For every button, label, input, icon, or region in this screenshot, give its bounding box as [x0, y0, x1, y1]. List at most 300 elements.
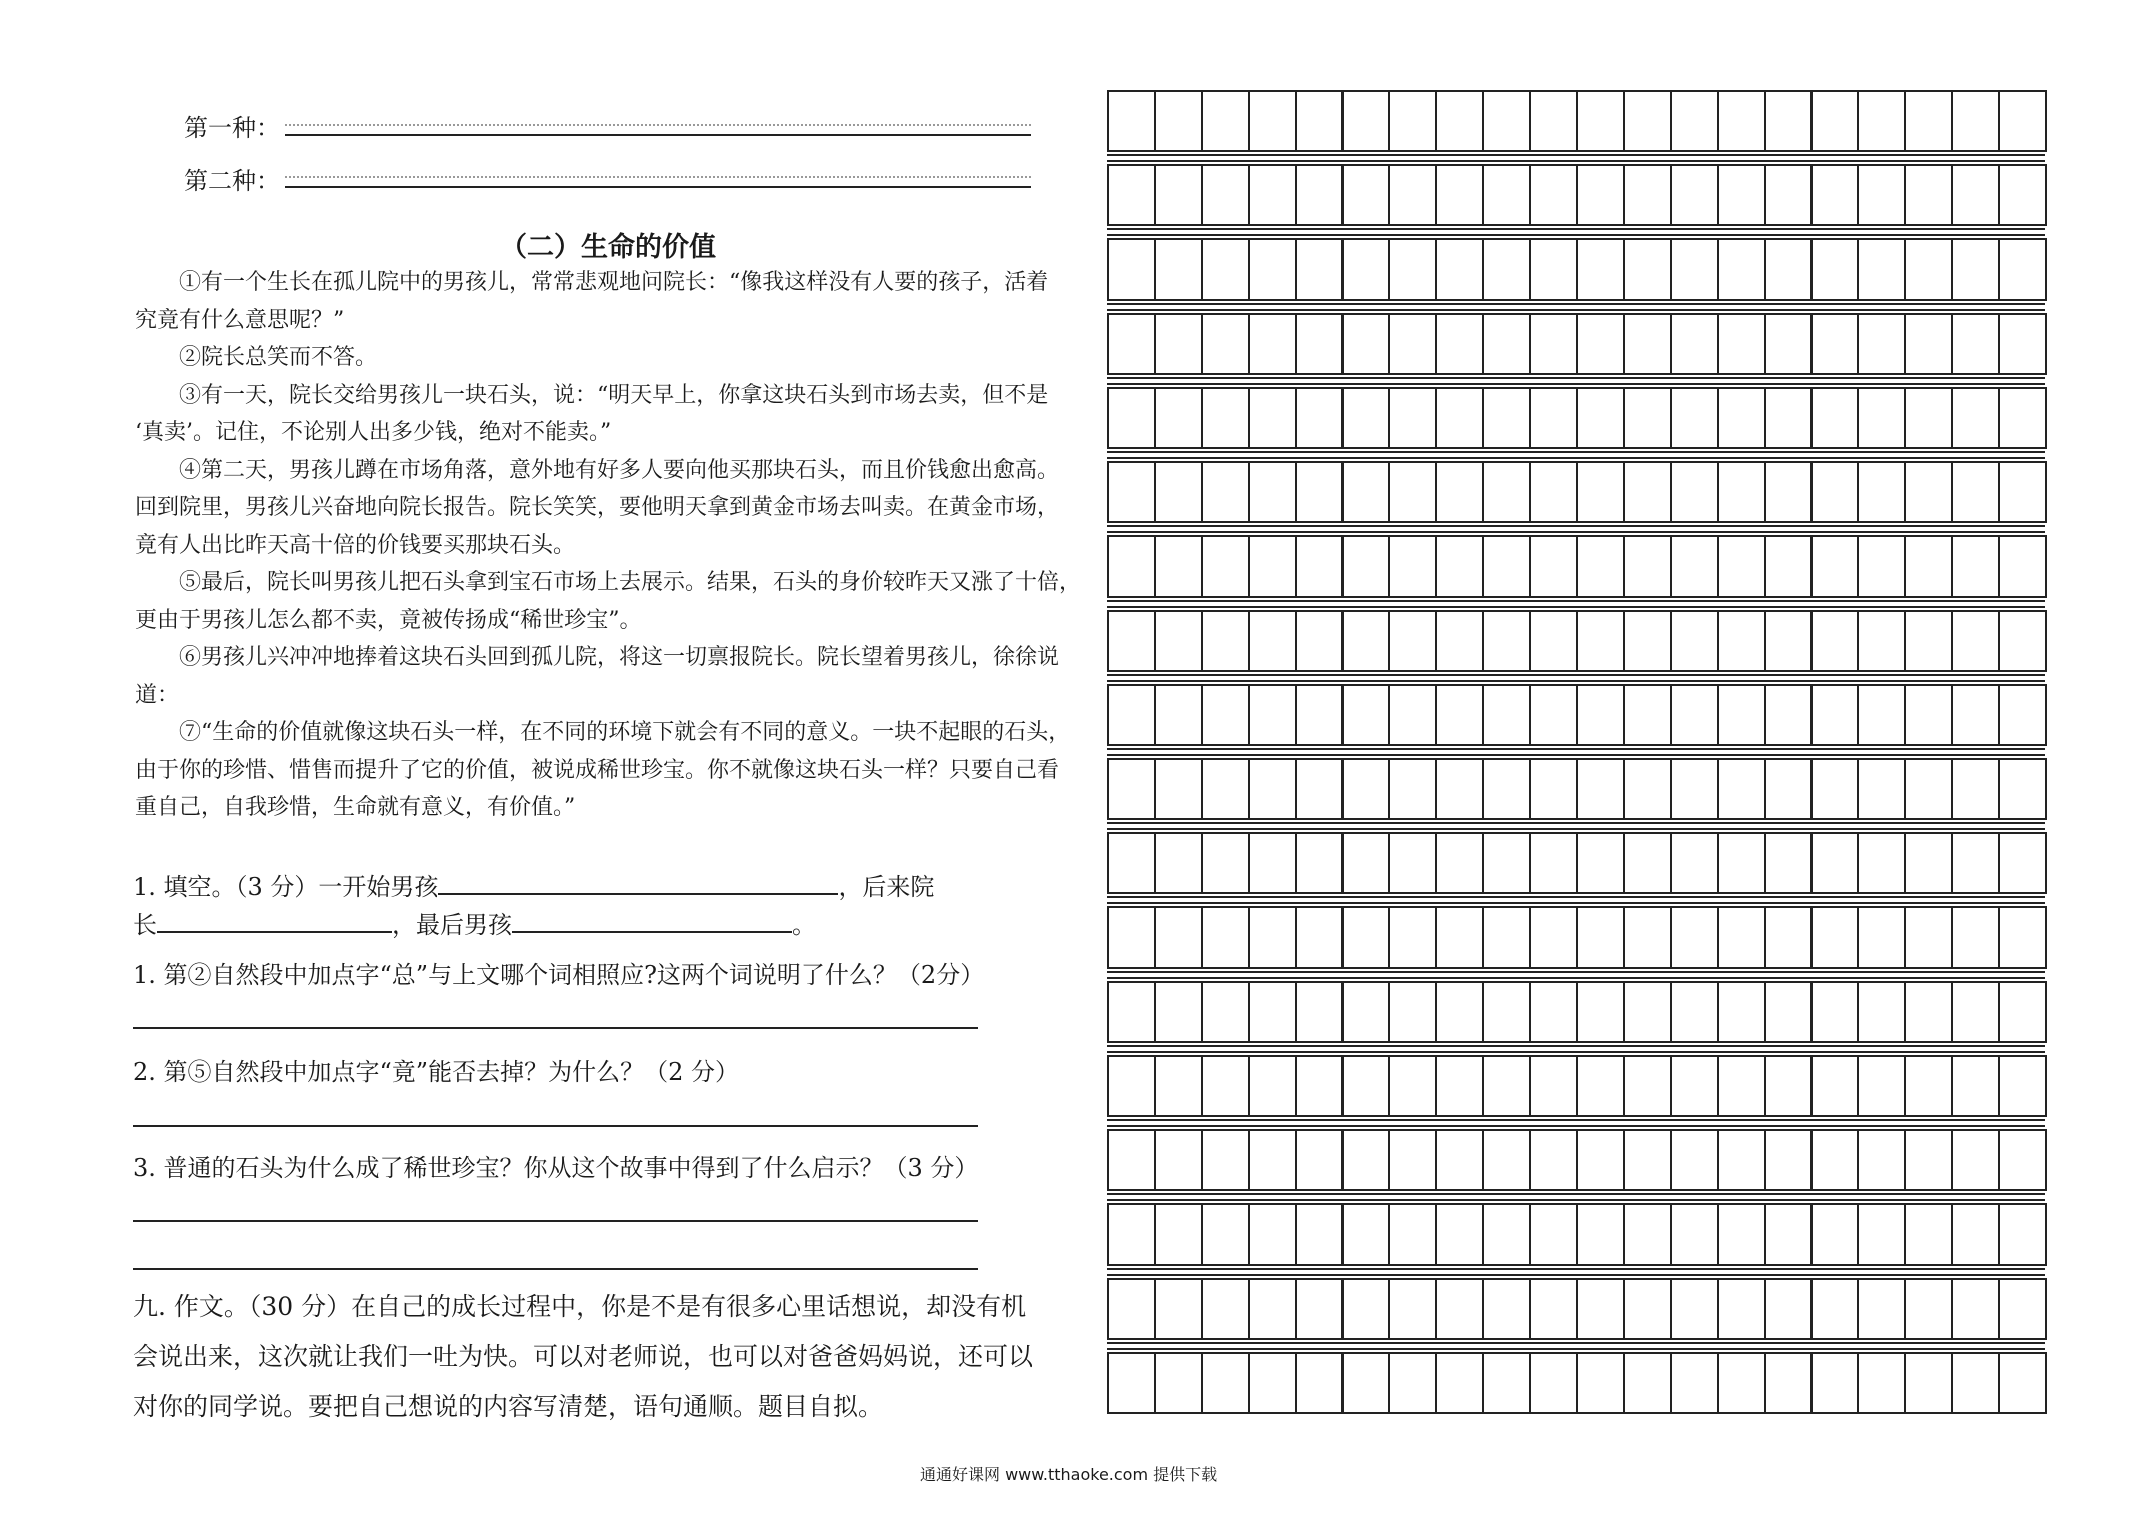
grid-cell[interactable] — [1342, 758, 1391, 820]
grid-cell[interactable] — [1857, 1129, 1906, 1191]
grid-cell[interactable] — [1576, 1055, 1625, 1117]
grid-cell[interactable] — [1529, 461, 1578, 523]
grid-cell[interactable] — [1951, 610, 2000, 672]
grid-cell[interactable] — [1248, 1055, 1297, 1117]
grid-cell[interactable] — [1435, 1203, 1484, 1265]
grid-cell[interactable] — [1764, 758, 1813, 820]
grid-cell[interactable] — [1951, 1055, 2000, 1117]
grid-cell[interactable] — [1107, 1203, 1156, 1265]
grid-cell[interactable] — [1764, 1129, 1813, 1191]
grid-cell[interactable] — [1998, 1278, 2047, 1340]
grid-cell[interactable] — [1951, 981, 2000, 1043]
grid-cell[interactable] — [1248, 535, 1297, 597]
grid-cell[interactable] — [1764, 535, 1813, 597]
grid-cell[interactable] — [1154, 758, 1203, 820]
grid-cell[interactable] — [1107, 684, 1156, 746]
grid-cell[interactable] — [1951, 238, 2000, 300]
grid-cell[interactable] — [1717, 1352, 1766, 1414]
grid-cell[interactable] — [1717, 832, 1766, 894]
grid-cell[interactable] — [1717, 1055, 1766, 1117]
grid-cell[interactable] — [1717, 90, 1766, 152]
grid-cell[interactable] — [1201, 981, 1250, 1043]
grid-cell[interactable] — [1998, 1352, 2047, 1414]
grid-cell[interactable] — [1717, 238, 1766, 300]
grid-cell[interactable] — [1764, 1055, 1813, 1117]
grid-cell[interactable] — [1623, 1203, 1672, 1265]
grid-cell[interactable] — [1951, 684, 2000, 746]
grid-cell[interactable] — [1201, 1203, 1250, 1265]
grid-cell[interactable] — [1482, 684, 1531, 746]
grid-cell[interactable] — [1435, 610, 1484, 672]
grid-cell[interactable] — [1623, 684, 1672, 746]
grid-cell[interactable] — [1248, 238, 1297, 300]
grid-cell[interactable] — [1154, 461, 1203, 523]
grid-cell[interactable] — [1248, 164, 1297, 226]
grid-cell[interactable] — [1342, 684, 1391, 746]
grid-cell[interactable] — [1670, 906, 1719, 968]
grid-cell[interactable] — [1623, 1352, 1672, 1414]
grid-cell[interactable] — [1951, 832, 2000, 894]
grid-cell[interactable] — [1107, 387, 1156, 449]
grid-cell[interactable] — [1201, 1278, 1250, 1340]
grid-cell[interactable] — [1623, 164, 1672, 226]
grid-cell[interactable] — [1388, 981, 1437, 1043]
grid-cell[interactable] — [1764, 164, 1813, 226]
grid-cell[interactable] — [1529, 1278, 1578, 1340]
grid-cell[interactable] — [1670, 313, 1719, 375]
grid-cell[interactable] — [1717, 684, 1766, 746]
grid-cell[interactable] — [1811, 1055, 1860, 1117]
grid-cell[interactable] — [1670, 758, 1719, 820]
grid-cell[interactable] — [1529, 1203, 1578, 1265]
grid-cell[interactable] — [1529, 387, 1578, 449]
grid-cell[interactable] — [1435, 461, 1484, 523]
grid-cell[interactable] — [1529, 1055, 1578, 1117]
grid-cell[interactable] — [1342, 1055, 1391, 1117]
grid-cell[interactable] — [1904, 610, 1953, 672]
grid-cell[interactable] — [1201, 535, 1250, 597]
grid-cell[interactable] — [1857, 684, 1906, 746]
grid-cell[interactable] — [1154, 313, 1203, 375]
grid-cell[interactable] — [1529, 1129, 1578, 1191]
grid-cell[interactable] — [1951, 1352, 2000, 1414]
grid-cell[interactable] — [1717, 1278, 1766, 1340]
grid-cell[interactable] — [1670, 610, 1719, 672]
grid-cell[interactable] — [1904, 1203, 1953, 1265]
grid-cell[interactable] — [1670, 535, 1719, 597]
grid-cell[interactable] — [1717, 164, 1766, 226]
grid-cell[interactable] — [1342, 1203, 1391, 1265]
grid-cell[interactable] — [1857, 90, 1906, 152]
grid-cell[interactable] — [1482, 1352, 1531, 1414]
grid-cell[interactable] — [1998, 164, 2047, 226]
grid-cell[interactable] — [1388, 832, 1437, 894]
grid-cell[interactable] — [1529, 238, 1578, 300]
grid-cell[interactable] — [1670, 832, 1719, 894]
grid-cell[interactable] — [1623, 758, 1672, 820]
grid-cell[interactable] — [1904, 164, 1953, 226]
grid-cell[interactable] — [1154, 684, 1203, 746]
grid-cell[interactable] — [1107, 164, 1156, 226]
grid-cell[interactable] — [1295, 1055, 1344, 1117]
grid-cell[interactable] — [1529, 535, 1578, 597]
grid-cell[interactable] — [1201, 1129, 1250, 1191]
grid-cell[interactable] — [1717, 387, 1766, 449]
grid-cell[interactable] — [1107, 981, 1156, 1043]
grid-cell[interactable] — [1811, 535, 1860, 597]
grid-cell[interactable] — [1576, 387, 1625, 449]
grid-cell[interactable] — [1623, 1129, 1672, 1191]
grid-cell[interactable] — [1717, 906, 1766, 968]
grid-cell[interactable] — [1154, 238, 1203, 300]
grid-cell[interactable] — [1388, 164, 1437, 226]
grid-cell[interactable] — [1529, 758, 1578, 820]
grid-cell[interactable] — [1904, 981, 1953, 1043]
grid-cell[interactable] — [1482, 1203, 1531, 1265]
grid-cell[interactable] — [1201, 238, 1250, 300]
grid-cell[interactable] — [1811, 906, 1860, 968]
grid-cell[interactable] — [1248, 1129, 1297, 1191]
grid-cell[interactable] — [1764, 906, 1813, 968]
grid-cell[interactable] — [1670, 1203, 1719, 1265]
grid-cell[interactable] — [1951, 906, 2000, 968]
grid-cell[interactable] — [1857, 1352, 1906, 1414]
grid-cell[interactable] — [1201, 313, 1250, 375]
grid-cell[interactable] — [1342, 1278, 1391, 1340]
grid-cell[interactable] — [1482, 90, 1531, 152]
grid-cell[interactable] — [1670, 461, 1719, 523]
grid-cell[interactable] — [1576, 1203, 1625, 1265]
grid-cell[interactable] — [1388, 1203, 1437, 1265]
grid-cell[interactable] — [1576, 832, 1625, 894]
grid-cell[interactable] — [1904, 387, 1953, 449]
grid-cell[interactable] — [1998, 684, 2047, 746]
grid-cell[interactable] — [1388, 1129, 1437, 1191]
grid-cell[interactable] — [1998, 981, 2047, 1043]
grid-cell[interactable] — [1388, 1278, 1437, 1340]
grid-cell[interactable] — [1998, 832, 2047, 894]
grid-cell[interactable] — [1576, 981, 1625, 1043]
grid-cell[interactable] — [1201, 461, 1250, 523]
grid-cell[interactable] — [1576, 758, 1625, 820]
grid-cell[interactable] — [1623, 832, 1672, 894]
grid-cell[interactable] — [1435, 313, 1484, 375]
grid-cell[interactable] — [1248, 313, 1297, 375]
grid-cell[interactable] — [1154, 906, 1203, 968]
grid-cell[interactable] — [1201, 387, 1250, 449]
grid-cell[interactable] — [1388, 238, 1437, 300]
grid-cell[interactable] — [1342, 535, 1391, 597]
grid-cell[interactable] — [1998, 90, 2047, 152]
grid-cell[interactable] — [1904, 1055, 1953, 1117]
fill-blank-3[interactable] — [512, 909, 792, 933]
grid-cell[interactable] — [1388, 387, 1437, 449]
grid-cell[interactable] — [1529, 164, 1578, 226]
grid-cell[interactable] — [1904, 1278, 1953, 1340]
grid-cell[interactable] — [1764, 1203, 1813, 1265]
grid-cell[interactable] — [1904, 1352, 1953, 1414]
grid-cell[interactable] — [1529, 610, 1578, 672]
grid-cell[interactable] — [1342, 1129, 1391, 1191]
grid-cell[interactable] — [1295, 1129, 1344, 1191]
grid-cell[interactable] — [1717, 535, 1766, 597]
grid-cell[interactable] — [1342, 981, 1391, 1043]
grid-cell[interactable] — [1623, 610, 1672, 672]
grid-cell[interactable] — [1857, 1278, 1906, 1340]
grid-cell[interactable] — [1857, 832, 1906, 894]
grid-cell[interactable] — [1435, 1352, 1484, 1414]
grid-cell[interactable] — [1576, 238, 1625, 300]
grid-cell[interactable] — [1529, 684, 1578, 746]
grid-cell[interactable] — [1248, 1352, 1297, 1414]
grid-cell[interactable] — [1201, 90, 1250, 152]
grid-cell[interactable] — [1623, 1278, 1672, 1340]
grid-cell[interactable] — [1201, 1352, 1250, 1414]
answer-line-3b[interactable] — [133, 1268, 978, 1270]
grid-cell[interactable] — [1248, 90, 1297, 152]
grid-cell[interactable] — [1951, 535, 2000, 597]
grid-cell[interactable] — [1107, 90, 1156, 152]
grid-cell[interactable] — [1342, 461, 1391, 523]
grid-cell[interactable] — [1154, 1352, 1203, 1414]
grid-cell[interactable] — [1107, 461, 1156, 523]
grid-cell[interactable] — [1951, 1278, 2000, 1340]
fill-blank-1[interactable] — [438, 871, 838, 895]
grid-cell[interactable] — [1295, 1278, 1344, 1340]
grid-cell[interactable] — [1857, 535, 1906, 597]
grid-cell[interactable] — [1576, 313, 1625, 375]
grid-cell[interactable] — [1388, 535, 1437, 597]
grid-cell[interactable] — [1811, 981, 1860, 1043]
grid-cell[interactable] — [1670, 1278, 1719, 1340]
grid-cell[interactable] — [1904, 758, 1953, 820]
grid-cell[interactable] — [1201, 758, 1250, 820]
grid-cell[interactable] — [1107, 906, 1156, 968]
grid-cell[interactable] — [1998, 758, 2047, 820]
grid-cell[interactable] — [1388, 684, 1437, 746]
grid-cell[interactable] — [1904, 313, 1953, 375]
grid-cell[interactable] — [1295, 1352, 1344, 1414]
grid-cell[interactable] — [1154, 1055, 1203, 1117]
grid-cell[interactable] — [1435, 90, 1484, 152]
grid-cell[interactable] — [1998, 906, 2047, 968]
grid-cell[interactable] — [1248, 1203, 1297, 1265]
grid-cell[interactable] — [1670, 238, 1719, 300]
grid-cell[interactable] — [1904, 832, 1953, 894]
grid-cell[interactable] — [1201, 832, 1250, 894]
grid-cell[interactable] — [1482, 164, 1531, 226]
grid-cell[interactable] — [1435, 164, 1484, 226]
grid-cell[interactable] — [1482, 610, 1531, 672]
grid-cell[interactable] — [1670, 1055, 1719, 1117]
answer-line-1[interactable] — [133, 1027, 978, 1029]
grid-cell[interactable] — [1576, 90, 1625, 152]
grid-cell[interactable] — [1623, 1055, 1672, 1117]
grid-cell[interactable] — [1154, 1129, 1203, 1191]
grid-cell[interactable] — [1435, 1129, 1484, 1191]
grid-cell[interactable] — [1482, 1278, 1531, 1340]
second-field-line[interactable] — [285, 186, 1031, 188]
grid-cell[interactable] — [1998, 387, 2047, 449]
grid-cell[interactable] — [1670, 981, 1719, 1043]
grid-cell[interactable] — [1717, 1203, 1766, 1265]
grid-cell[interactable] — [1623, 981, 1672, 1043]
grid-cell[interactable] — [1529, 313, 1578, 375]
grid-cell[interactable] — [1998, 461, 2047, 523]
grid-cell[interactable] — [1670, 684, 1719, 746]
first-field-line[interactable] — [285, 134, 1031, 136]
grid-cell[interactable] — [1623, 387, 1672, 449]
grid-cell[interactable] — [1904, 238, 1953, 300]
grid-cell[interactable] — [1107, 1055, 1156, 1117]
grid-cell[interactable] — [1811, 610, 1860, 672]
grid-cell[interactable] — [1295, 313, 1344, 375]
grid-cell[interactable] — [1435, 238, 1484, 300]
grid-cell[interactable] — [1295, 461, 1344, 523]
grid-cell[interactable] — [1951, 461, 2000, 523]
grid-cell[interactable] — [1811, 238, 1860, 300]
grid-cell[interactable] — [1295, 684, 1344, 746]
grid-cell[interactable] — [1670, 1352, 1719, 1414]
grid-cell[interactable] — [1811, 758, 1860, 820]
grid-cell[interactable] — [1857, 313, 1906, 375]
grid-cell[interactable] — [1764, 1352, 1813, 1414]
grid-cell[interactable] — [1670, 90, 1719, 152]
grid-cell[interactable] — [1295, 535, 1344, 597]
grid-cell[interactable] — [1482, 387, 1531, 449]
grid-cell[interactable] — [1107, 610, 1156, 672]
grid-cell[interactable] — [1998, 1203, 2047, 1265]
grid-cell[interactable] — [1811, 164, 1860, 226]
grid-cell[interactable] — [1951, 1203, 2000, 1265]
grid-cell[interactable] — [1951, 758, 2000, 820]
grid-cell[interactable] — [1623, 90, 1672, 152]
grid-cell[interactable] — [1998, 1129, 2047, 1191]
grid-cell[interactable] — [1342, 387, 1391, 449]
grid-cell[interactable] — [1154, 610, 1203, 672]
grid-cell[interactable] — [1154, 981, 1203, 1043]
grid-cell[interactable] — [1764, 832, 1813, 894]
grid-cell[interactable] — [1248, 684, 1297, 746]
grid-cell[interactable] — [1998, 610, 2047, 672]
grid-cell[interactable] — [1482, 535, 1531, 597]
grid-cell[interactable] — [1435, 1055, 1484, 1117]
fill-blank-2[interactable] — [157, 909, 392, 933]
grid-cell[interactable] — [1857, 610, 1906, 672]
grid-cell[interactable] — [1435, 758, 1484, 820]
grid-cell[interactable] — [1435, 981, 1484, 1043]
grid-cell[interactable] — [1342, 238, 1391, 300]
grid-cell[interactable] — [1811, 387, 1860, 449]
grid-cell[interactable] — [1670, 164, 1719, 226]
grid-cell[interactable] — [1388, 758, 1437, 820]
grid-cell[interactable] — [1154, 387, 1203, 449]
grid-cell[interactable] — [1342, 164, 1391, 226]
grid-cell[interactable] — [1811, 1129, 1860, 1191]
grid-cell[interactable] — [1764, 610, 1813, 672]
grid-cell[interactable] — [1342, 832, 1391, 894]
grid-cell[interactable] — [1529, 90, 1578, 152]
grid-cell[interactable] — [1482, 906, 1531, 968]
grid-cell[interactable] — [1623, 461, 1672, 523]
grid-cell[interactable] — [1342, 610, 1391, 672]
grid-cell[interactable] — [1435, 535, 1484, 597]
grid-cell[interactable] — [1904, 535, 1953, 597]
grid-cell[interactable] — [1435, 906, 1484, 968]
grid-cell[interactable] — [1764, 90, 1813, 152]
grid-cell[interactable] — [1717, 610, 1766, 672]
grid-cell[interactable] — [1154, 535, 1203, 597]
grid-cell[interactable] — [1576, 610, 1625, 672]
grid-cell[interactable] — [1154, 1203, 1203, 1265]
grid-cell[interactable] — [1154, 1278, 1203, 1340]
grid-cell[interactable] — [1295, 981, 1344, 1043]
grid-cell[interactable] — [1295, 758, 1344, 820]
grid-cell[interactable] — [1857, 461, 1906, 523]
grid-cell[interactable] — [1857, 981, 1906, 1043]
grid-cell[interactable] — [1435, 832, 1484, 894]
grid-cell[interactable] — [1998, 535, 2047, 597]
grid-cell[interactable] — [1154, 90, 1203, 152]
grid-cell[interactable] — [1342, 90, 1391, 152]
grid-cell[interactable] — [1811, 1203, 1860, 1265]
answer-line-2[interactable] — [133, 1125, 978, 1127]
grid-cell[interactable] — [1904, 1129, 1953, 1191]
grid-cell[interactable] — [1388, 610, 1437, 672]
grid-cell[interactable] — [1857, 906, 1906, 968]
grid-cell[interactable] — [1388, 90, 1437, 152]
grid-cell[interactable] — [1623, 535, 1672, 597]
grid-cell[interactable] — [1857, 387, 1906, 449]
grid-cell[interactable] — [1951, 387, 2000, 449]
grid-cell[interactable] — [1951, 90, 2000, 152]
writing-grid[interactable] — [1107, 90, 2045, 1414]
grid-cell[interactable] — [1388, 1055, 1437, 1117]
grid-cell[interactable] — [1388, 461, 1437, 523]
grid-cell[interactable] — [1342, 906, 1391, 968]
grid-cell[interactable] — [1482, 758, 1531, 820]
grid-cell[interactable] — [1248, 906, 1297, 968]
grid-cell[interactable] — [1764, 461, 1813, 523]
grid-cell[interactable] — [1951, 164, 2000, 226]
grid-cell[interactable] — [1529, 1352, 1578, 1414]
grid-cell[interactable] — [1201, 610, 1250, 672]
grid-cell[interactable] — [1811, 832, 1860, 894]
grid-cell[interactable] — [1482, 238, 1531, 300]
grid-cell[interactable] — [1764, 981, 1813, 1043]
grid-cell[interactable] — [1201, 906, 1250, 968]
grid-cell[interactable] — [1295, 832, 1344, 894]
grid-cell[interactable] — [1107, 535, 1156, 597]
grid-cell[interactable] — [1529, 906, 1578, 968]
grid-cell[interactable] — [1482, 832, 1531, 894]
grid-cell[interactable] — [1764, 684, 1813, 746]
grid-cell[interactable] — [1811, 1352, 1860, 1414]
grid-cell[interactable] — [1623, 313, 1672, 375]
grid-cell[interactable] — [1576, 1352, 1625, 1414]
grid-cell[interactable] — [1951, 1129, 2000, 1191]
grid-cell[interactable] — [1201, 684, 1250, 746]
grid-cell[interactable] — [1154, 832, 1203, 894]
grid-cell[interactable] — [1482, 313, 1531, 375]
grid-cell[interactable] — [1295, 387, 1344, 449]
grid-cell[interactable] — [1342, 1352, 1391, 1414]
grid-cell[interactable] — [1717, 313, 1766, 375]
grid-cell[interactable] — [1154, 164, 1203, 226]
grid-cell[interactable] — [1576, 684, 1625, 746]
grid-cell[interactable] — [1295, 610, 1344, 672]
grid-cell[interactable] — [1576, 164, 1625, 226]
